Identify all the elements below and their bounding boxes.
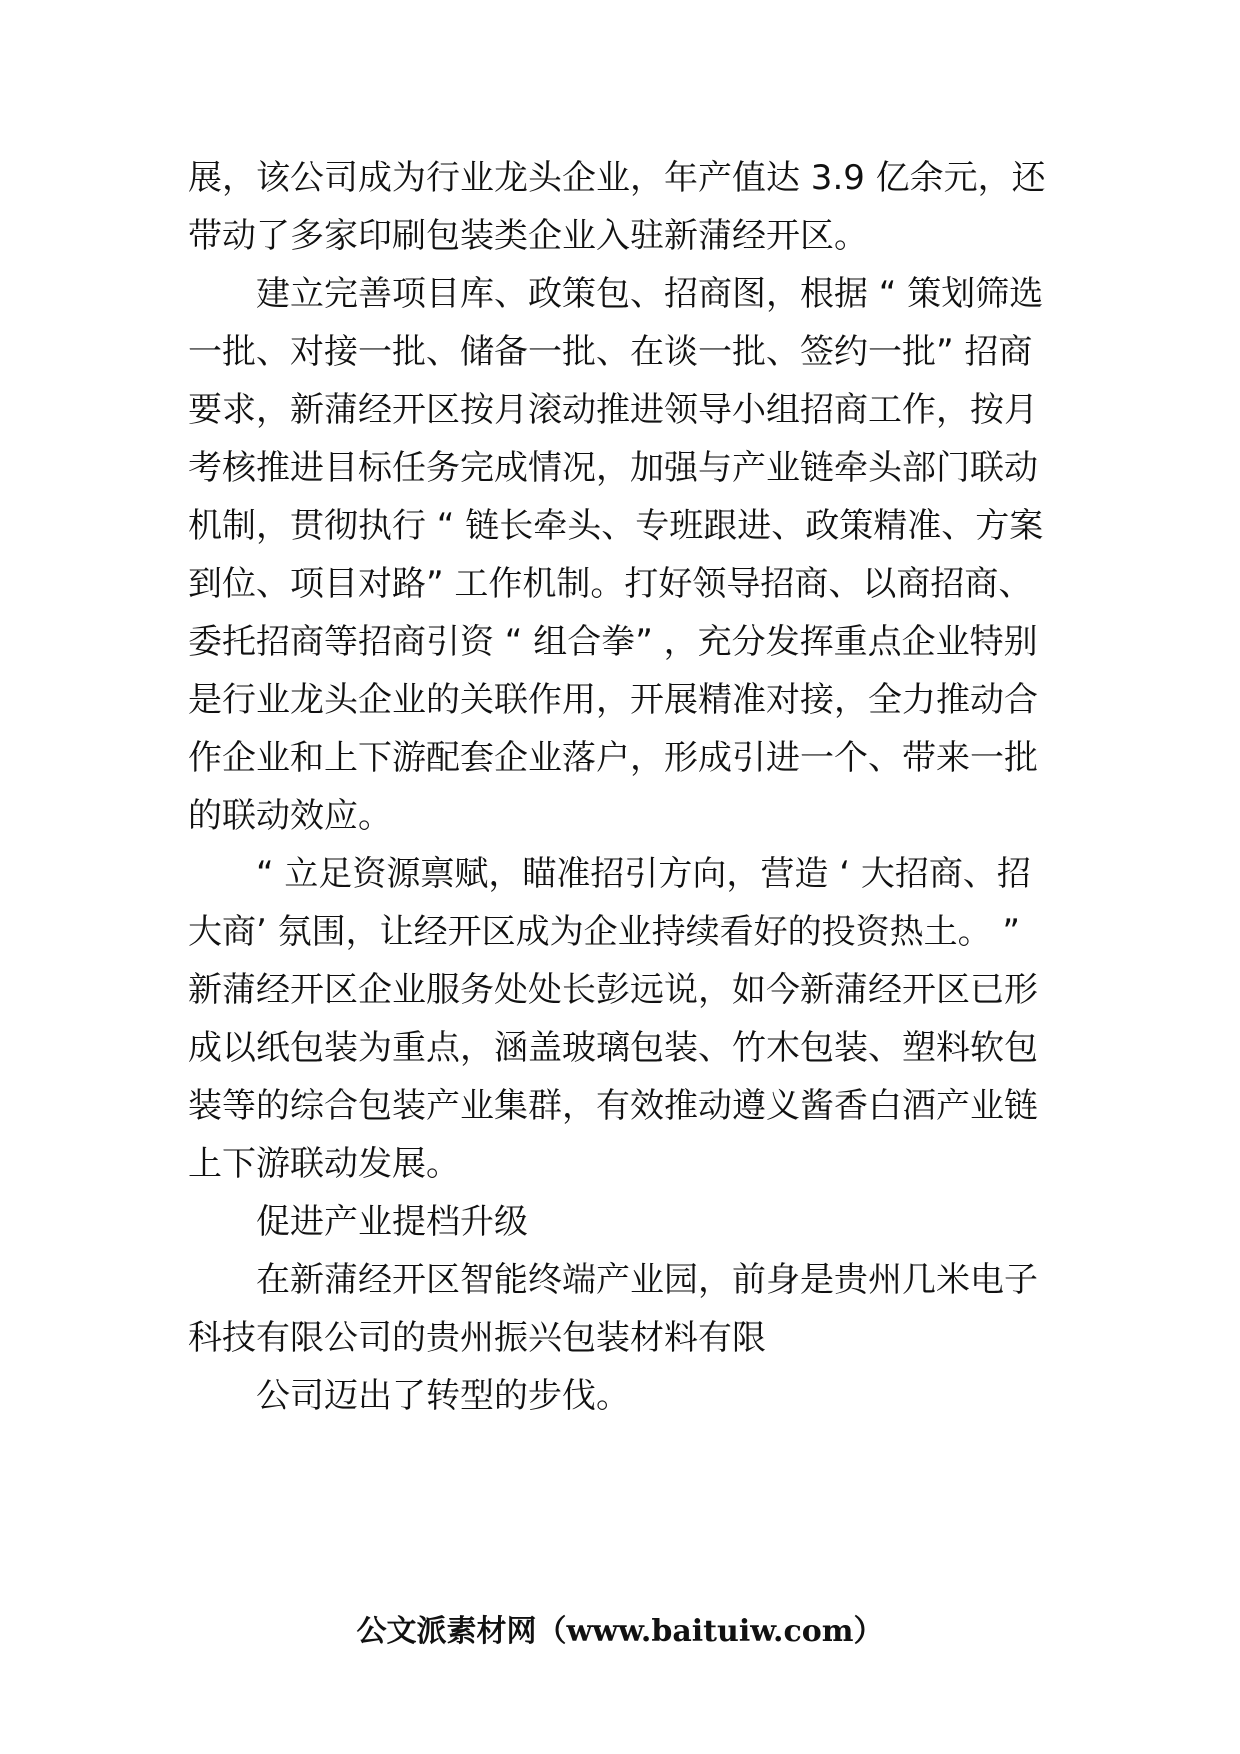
- text-line: 上下游联动发展。: [188, 1144, 460, 1184]
- text-line: 是行业龙头企业的关联作用，开展精准对接，全力推动合: [188, 680, 1038, 720]
- text-line: 委托招商等招商引资 “ 组合拳” ，充分发挥重点企业特别: [188, 622, 1038, 662]
- text-line: 一批、对接一批、储备一批、在谈一批、签约一批” 招商: [188, 332, 1033, 372]
- text-line: 大商’ 氛围，让经开区成为企业持续看好的投资热土。 ”: [188, 912, 1021, 952]
- footer-watermark: 公文派素材网（www.baituiw.com）: [356, 1614, 884, 1649]
- text-line: 成以纸包装为重点，涵盖玻璃包装、竹木包装、塑料软包: [188, 1028, 1038, 1068]
- text-line: 在新蒲经开区智能终端产业园，前身是贵州几米电子: [256, 1260, 1038, 1300]
- text-line: 机制，贯彻执行 “ 链长牵头、专班跟进、政策精准、方案: [188, 506, 1044, 546]
- text-line: 考核推进目标任务完成情况，加强与产业链牵头部门联动: [188, 448, 1038, 488]
- section-heading: 促进产业提档升级: [256, 1202, 528, 1242]
- text-line: 到位、项目对路” 工作机制。打好领导招商、以商招商、: [188, 564, 1033, 604]
- text-line: 建立完善项目库、政策包、招商图，根据 “ 策划筛选: [256, 274, 1044, 314]
- text-line: 要求，新蒲经开区按月滚动推进领导小组招商工作，按月: [188, 390, 1038, 430]
- text-line: 的联动效应。: [188, 796, 392, 836]
- text-line: 科技有限公司的贵州振兴包装材料有限: [188, 1318, 766, 1358]
- text-line: 带动了多家印刷包装类企业入驻新蒲经开区。: [188, 216, 868, 256]
- text-line: 装等的综合包装产业集群，有效推动遵义酱香白酒产业链: [188, 1086, 1038, 1126]
- text-line: 新蒲经开区企业服务处处长彭远说，如今新蒲经开区已形: [188, 970, 1038, 1010]
- text-line: 展，该公司成为行业龙头企业，年产值达 3.9 亿余元，还: [188, 158, 1046, 198]
- text-line: 公司迈出了转型的步伐。: [256, 1376, 630, 1416]
- text-line: 作企业和上下游配套企业落户，形成引进一个、带来一批: [188, 738, 1038, 778]
- text-line: “ 立足资源禀赋，瞄准招引方向，营造 ‘ 大招商、招: [256, 854, 1031, 894]
